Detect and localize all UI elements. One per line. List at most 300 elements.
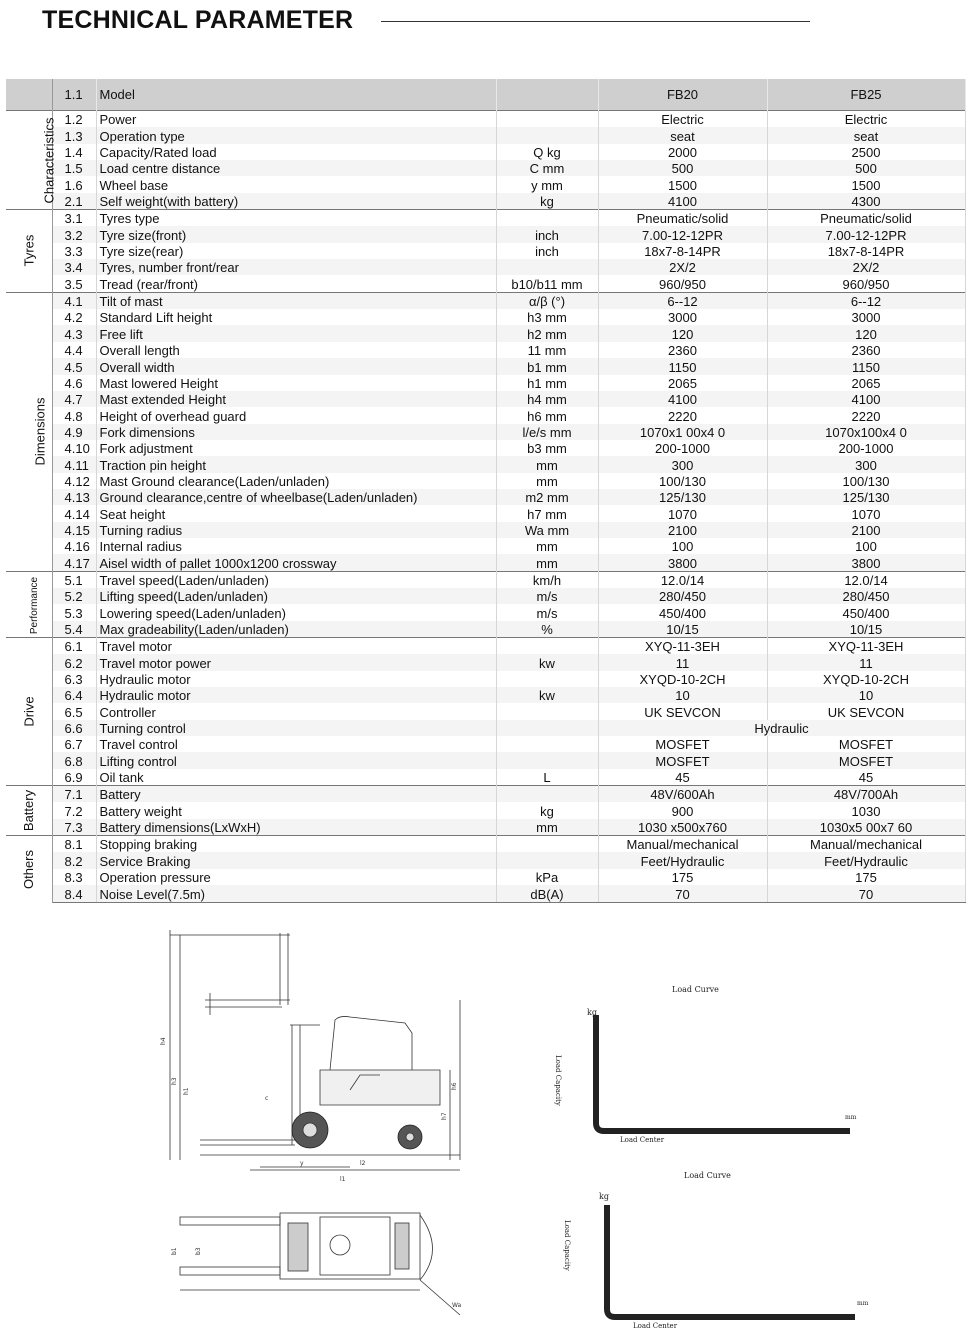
row-label: Tyre size(rear) [96,243,496,259]
row-value-fb20: 45 [598,769,767,786]
row-num: 5.4 [52,621,96,638]
row-value-fb20: 2X/2 [598,259,767,275]
group-label [6,571,52,637]
row-unit [496,671,598,687]
row-value-fb25: Feet/Hydraulic [767,852,965,868]
row-value-fb25: Manual/mechanical [767,836,965,853]
row-label: Battery dimensions(LxWxH) [96,819,496,836]
table-row [6,588,965,604]
row-value-fb20: Manual/mechanical [598,836,767,853]
row-label: Lifting control [96,752,496,768]
row-num: 4.1 [52,292,96,309]
row-value-fb25: 120 [767,325,965,341]
table-row [6,852,965,868]
row-label: Travel speed(Laden/unladen) [96,571,496,588]
row-value-fb20: 2220 [598,407,767,423]
spec-table [6,79,966,903]
table-row [6,309,965,325]
row-unit: mm [496,554,598,571]
table-row [6,160,965,176]
row-value-fb25: 2100 [767,522,965,538]
row-label: Max gradeability(Laden/unladen) [96,621,496,638]
row-value-fb20: 1500 [598,176,767,192]
group-label [6,786,52,836]
group-label-text: Tyres [21,235,37,267]
table-row [6,885,965,902]
group-label-text: Others [21,849,37,889]
row-num: 4.15 [52,522,96,538]
header-model-2: FB25 [767,79,965,111]
row-value-fb25: 11 [767,654,965,670]
row-value-fb25: 2220 [767,407,965,423]
header-model-1: FB20 [598,79,767,111]
row-value-fb20: 3800 [598,554,767,571]
row-label: Noise Level(7.5m) [96,885,496,902]
table-row [6,654,965,670]
curve1-ylabel: Load Capacity [554,1055,562,1106]
curve1-xunit: mm [845,1114,857,1121]
table-row [6,210,965,227]
row-value-fb20: 450/400 [598,604,767,620]
row-num: 4.12 [52,473,96,489]
row-num: 1.3 [52,127,96,143]
row-num: 5.2 [52,588,96,604]
curve2-xunit: mm [857,1300,869,1307]
row-label: Mast extended Height [96,391,496,407]
row-value-fb25: 100/130 [767,473,965,489]
row-value-fb25: 1030x5 00x7 60 [767,819,965,836]
row-unit: α/β (°) [496,292,598,309]
row-value-fb20: 7.00-12-12PR [598,226,767,242]
row-value-fb25: MOSFET [767,752,965,768]
row-label: Self weight(with battery) [96,193,496,210]
row-label: Aisel width of pallet 1000x1200 crossway [96,554,496,571]
row-value-fb25: 960/950 [767,275,965,292]
row-unit: kw [496,654,598,670]
table-row [6,375,965,391]
header-blank [6,79,52,111]
row-value-fb25: 2500 [767,144,965,160]
row-label: Stopping braking [96,836,496,853]
row-unit: % [496,621,598,638]
row-value-fb25: 10 [767,687,965,703]
row-unit: h1 mm [496,375,598,391]
table-row [6,259,965,275]
row-num: 6.8 [52,752,96,768]
row-num: 4.3 [52,325,96,341]
row-value-fb20: 120 [598,325,767,341]
dim-wa: Wa [452,1302,462,1309]
table-row [6,424,965,440]
table-row [6,836,965,853]
row-num: 4.16 [52,538,96,554]
row-value-fb20: 175 [598,869,767,885]
row-num: 7.1 [52,786,96,803]
row-unit: C mm [496,160,598,176]
table-row [6,571,965,588]
row-num: 4.5 [52,358,96,374]
table-row [6,522,965,538]
row-label: Internal radius [96,538,496,554]
row-value-fb25: MOSFET [767,736,965,752]
row-label: Fork adjustment [96,440,496,456]
row-unit: Q kg [496,144,598,160]
row-value-fb20: XYQ-11-3EH [598,638,767,655]
row-value-fb25: UK SEVCON [767,703,965,719]
row-value-fb25: 450/400 [767,604,965,620]
row-value-fb25: 125/130 [767,489,965,505]
group-label [6,292,52,571]
load-curve-2 [563,1171,869,1330]
row-unit: mm [496,538,598,554]
table-row [6,687,965,703]
curve2-ylabel: Load Capacity [563,1220,571,1271]
row-num: 3.2 [52,226,96,242]
row-unit [496,638,598,655]
row-unit [496,210,598,227]
table-row [6,752,965,768]
curve2-xlabel: Load Center [633,1322,678,1330]
row-value-fb25: 200-1000 [767,440,965,456]
row-num: 1.4 [52,144,96,160]
row-label: Travel motor [96,638,496,655]
row-value-fb25: 1070 [767,505,965,521]
dim-y: y [300,1160,304,1167]
page-title: TECHNICAL PARAMETER [42,6,354,34]
row-label: Travel control [96,736,496,752]
drawings-area [0,905,971,1342]
curve2-unit: kg [599,1192,609,1201]
row-num: 1.6 [52,176,96,192]
curve1-unit: kg [587,1008,597,1017]
row-num: 1.2 [52,111,96,128]
row-label: Turning radius [96,522,496,538]
row-label: Capacity/Rated load [96,144,496,160]
row-value-fb25: 45 [767,769,965,786]
row-value-fb20: 4100 [598,193,767,210]
row-label: Mast Ground clearance(Laden/unladen) [96,473,496,489]
row-num: 6.7 [52,736,96,752]
row-unit: km/h [496,571,598,588]
row-value-fb20: 48V/600Ah [598,786,767,803]
table-row [6,456,965,472]
row-unit: b1 mm [496,358,598,374]
row-value-fb20: 500 [598,160,767,176]
table-row [6,391,965,407]
row-num: 6.2 [52,654,96,670]
row-num: 4.8 [52,407,96,423]
table-row [6,440,965,456]
row-label: Load centre distance [96,160,496,176]
row-label: Lifting speed(Laden/unladen) [96,588,496,604]
row-value-fb25: 18x7-8-14PR [767,243,965,259]
row-value-fb20: 1150 [598,358,767,374]
row-value-fb25: 175 [767,869,965,885]
row-num: 8.3 [52,869,96,885]
row-unit: mm [496,456,598,472]
row-value-fb25: 500 [767,160,965,176]
row-value-fb20: 1070 [598,505,767,521]
curve1-title: Load Curve [672,985,719,994]
row-num: 8.1 [52,836,96,853]
table-row [6,243,965,259]
row-label: Operation pressure [96,869,496,885]
row-label: Overall length [96,342,496,358]
row-value-fb20: 2360 [598,342,767,358]
row-value-fb20: 300 [598,456,767,472]
row-value-fb20: 6--12 [598,292,767,309]
row-value-fb20: MOSFET [598,736,767,752]
group-label [6,210,52,293]
row-label: Seat height [96,505,496,521]
row-unit: h6 mm [496,407,598,423]
table-row [6,819,965,836]
row-unit [496,127,598,143]
row-unit: kg [496,802,598,818]
row-value-fb20: 100 [598,538,767,554]
header-label: Model [96,79,496,111]
table-row [6,176,965,192]
row-label: Tread (rear/front) [96,275,496,292]
row-label: Fork dimensions [96,424,496,440]
row-unit: h2 mm [496,325,598,341]
row-value-fb25: 2360 [767,342,965,358]
row-value-fb25: 2X/2 [767,259,965,275]
row-value-fb20: 2100 [598,522,767,538]
row-value-fb20: 200-1000 [598,440,767,456]
row-num: 7.3 [52,819,96,836]
row-num: 6.5 [52,703,96,719]
row-value-fb25: 3000 [767,309,965,325]
table-row [6,144,965,160]
row-value-fb25: 4100 [767,391,965,407]
row-num: 6.6 [52,720,96,736]
row-label: Height of overhead guard [96,407,496,423]
group-label-text: Dimensions [32,397,48,466]
row-unit: mm [496,473,598,489]
row-unit: inch [496,243,598,259]
table-row [6,604,965,620]
dim-l1: l1 [340,1176,346,1183]
header-unit [496,79,598,111]
table-row [6,621,965,638]
row-num: 6.4 [52,687,96,703]
group-label-text: Performance [29,576,41,634]
dim-h6: h6 [451,1082,458,1090]
row-num: 6.9 [52,769,96,786]
row-label: Controller [96,703,496,719]
group-label-text: Characteristics [41,117,57,204]
row-value-fb25: 1030 [767,802,965,818]
row-num: 4.6 [52,375,96,391]
row-unit: h4 mm [496,391,598,407]
row-unit: h3 mm [496,309,598,325]
table-row [6,505,965,521]
row-label: Service Braking [96,852,496,868]
row-unit: inch [496,226,598,242]
row-label: Tyres type [96,210,496,227]
table-row [6,489,965,505]
row-value-fb25: 1500 [767,176,965,192]
row-value-fb25: 70 [767,885,965,902]
row-value-fb20: 10 [598,687,767,703]
row-unit [496,111,598,128]
table-row [6,671,965,687]
row-value-fb20: Pneumatic/solid [598,210,767,227]
table-row [6,869,965,885]
curve1-xlabel: Load Center [620,1136,665,1144]
row-label: Standard Lift height [96,309,496,325]
row-label: Turning control [96,720,496,736]
table-row [6,720,965,736]
row-num: 5.1 [52,571,96,588]
row-value-fb25: 12.0/14 [767,571,965,588]
load-curve-1 [554,985,857,1144]
row-value-fb25: 300 [767,456,965,472]
row-label: Traction pin height [96,456,496,472]
row-num: 4.11 [52,456,96,472]
row-value-fb25: 1070x100x4 0 [767,424,965,440]
row-value-fb20: 70 [598,885,767,902]
table-row [6,407,965,423]
row-unit: L [496,769,598,786]
row-value-fb20: MOSFET [598,752,767,768]
dim-h1: h1 [183,1087,190,1095]
table-row [6,473,965,489]
row-unit: y mm [496,176,598,192]
row-unit: dB(A) [496,885,598,902]
row-value-fb25: 10/15 [767,621,965,638]
table-header-row [6,79,965,111]
title-rule [381,21,810,22]
row-value-fb20: 18x7-8-14PR [598,243,767,259]
row-unit: b10/b11 mm [496,275,598,292]
row-label: Oil tank [96,769,496,786]
row-value-fb25: 48V/700Ah [767,786,965,803]
row-unit [496,852,598,868]
row-num: 7.2 [52,802,96,818]
row-value-fb25: 6--12 [767,292,965,309]
row-unit [496,736,598,752]
row-value-fb25: XYQ-11-3EH [767,638,965,655]
table-row [6,358,965,374]
row-value-fb20: 900 [598,802,767,818]
row-unit: 11 mm [496,342,598,358]
row-value-fb25: Pneumatic/solid [767,210,965,227]
row-num: 8.2 [52,852,96,868]
table-row [6,111,965,128]
row-num: 3.5 [52,275,96,292]
row-num: 8.4 [52,885,96,902]
row-label: Battery weight [96,802,496,818]
group-label-text: Drive [21,696,37,727]
table-row [6,703,965,719]
row-num: 4.4 [52,342,96,358]
row-num: 4.2 [52,309,96,325]
row-num: 4.10 [52,440,96,456]
table-row [6,292,965,309]
row-value-fb20: seat [598,127,767,143]
dim-b1: b1 [171,1247,178,1255]
row-value-fb25: 2065 [767,375,965,391]
row-label: Hydraulic motor [96,671,496,687]
table-row [6,786,965,803]
row-label: Mast lowered Height [96,375,496,391]
row-unit: Wa mm [496,522,598,538]
row-unit: kg [496,193,598,210]
row-num: 2.1 [52,193,96,210]
table-row [6,226,965,242]
row-label: Operation type [96,127,496,143]
row-unit: m/s [496,604,598,620]
dim-h7: h7 [441,1112,448,1120]
dim-h3: h3 [171,1077,178,1085]
row-num: 4.13 [52,489,96,505]
dim-h4: h4 [160,1037,167,1045]
row-value-fb25: 4300 [767,193,965,210]
row-value-fb25: XYQD-10-2CH [767,671,965,687]
row-unit [496,786,598,803]
row-value-fb20: 11 [598,654,767,670]
row-unit: m/s [496,588,598,604]
row-unit [496,259,598,275]
group-label [6,638,52,786]
row-label: Travel motor power [96,654,496,670]
row-label: Wheel base [96,176,496,192]
row-value-fb25: 280/450 [767,588,965,604]
row-value-fb20: 3000 [598,309,767,325]
group-label [6,111,57,210]
row-unit: kw [496,687,598,703]
row-num: 1.5 [52,160,96,176]
row-value-fb20: 2065 [598,375,767,391]
row-num: 4.9 [52,424,96,440]
row-num: 5.3 [52,604,96,620]
row-label: Lowering speed(Laden/unladen) [96,604,496,620]
row-value-fb20: 280/450 [598,588,767,604]
row-num: 3.4 [52,259,96,275]
row-value-fb20: Feet/Hydraulic [598,852,767,868]
row-value-fb20: 125/130 [598,489,767,505]
row-label: Power [96,111,496,128]
group-label [6,836,52,902]
row-value-fb20: 1070x1 00x4 0 [598,424,767,440]
row-unit: mm [496,819,598,836]
dim-b3: b3 [195,1247,202,1255]
row-value-fb20: 2000 [598,144,767,160]
row-value-fb20: 100/130 [598,473,767,489]
row-unit: kPa [496,869,598,885]
dim-c: c [265,1095,269,1102]
row-value-fb25: 3800 [767,554,965,571]
row-num: 4.17 [52,554,96,571]
row-value-fb20: XYQD-10-2CH [598,671,767,687]
forklift-top-view [180,1213,460,1315]
row-label: Ground clearance,centre of wheelbase(Laden/unladen) [96,489,496,505]
curve2-title: Load Curve [684,1171,731,1180]
table-row [6,736,965,752]
table-row [6,275,965,292]
table-row [6,127,965,143]
row-label: Tyre size(front) [96,226,496,242]
row-value-fb25: Electric [767,111,965,128]
row-label: Tyres, number front/rear [96,259,496,275]
row-unit: m2 mm [496,489,598,505]
row-num: 6.1 [52,638,96,655]
row-value-fb25: 1150 [767,358,965,374]
row-num: 6.3 [52,671,96,687]
row-num: 3.1 [52,210,96,227]
